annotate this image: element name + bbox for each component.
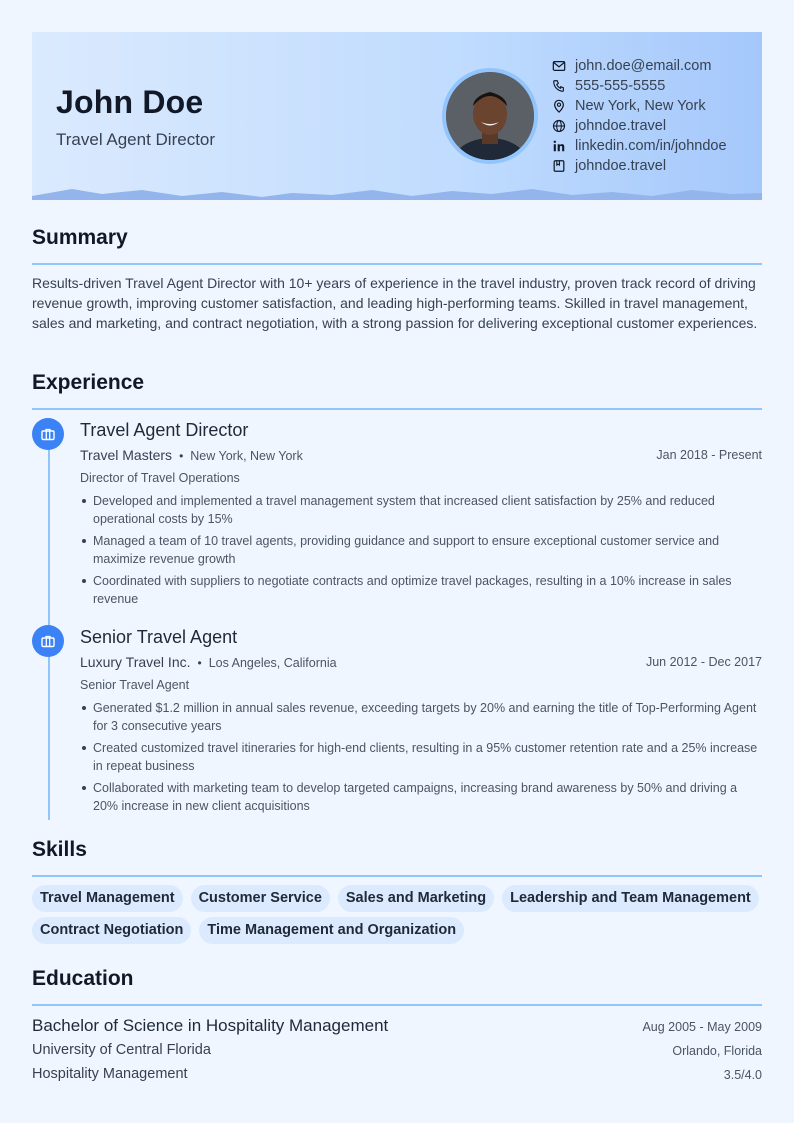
skill-chip: Travel Management — [32, 885, 183, 912]
achievement-item: Coordinated with suppliers to negotiate contracts and optimize travel packages, resulting in a 10% increase in sales revenue — [80, 572, 762, 608]
contact-website[interactable] — [552, 116, 727, 136]
mail-icon — [552, 59, 566, 73]
job-role: Senior Travel Agent — [80, 678, 190, 692]
summary-heading: Summary — [32, 226, 128, 249]
job-company-line — [80, 654, 337, 670]
skills-list — [32, 885, 762, 949]
job-title: Travel Agent Director — [80, 420, 249, 440]
skills-divider — [32, 875, 762, 877]
education-dates: Aug 2005 - May 2009 — [642, 1020, 762, 1034]
contact-phone[interactable] — [552, 76, 727, 96]
contact-linkedin-text: linkedin.com/in/johndoe — [575, 138, 727, 154]
summary-text: Results-driven Travel Agent Director with 10+ years of experience in the travel industry, proven track record of driving revenue growth, improving customer satisfaction, and leading high-performing teams. Skilled in travel management, sales and marketing, and contract negotiation, with a strong passion for delivering exceptional customer experiences. — [32, 275, 758, 331]
contact-linkedin[interactable] — [552, 136, 727, 156]
skill-chip: Contract Negotiation — [32, 917, 191, 944]
contact-portfolio-text: johndoe.travel — [575, 158, 667, 174]
education-heading: Education — [32, 967, 134, 990]
achievement-item: Created customized travel itineraries for high-end clients, resulting in a 95% customer retention rate and a 25% increase in repeat business — [80, 739, 762, 775]
achievement-item: Generated $1.2 million in annual sales revenue, exceeding targets by 20% and earning the title of Top-Performing Agent for 3 consecutive years — [80, 699, 762, 735]
achievement-item: Developed and implemented a travel management system that increased client satisfaction by 25% and reduced operational costs by 15% — [80, 492, 762, 528]
job-company: Luxury Travel Inc. — [80, 654, 191, 670]
education-divider — [32, 1004, 762, 1006]
contact-list — [552, 56, 727, 176]
contact-email-text: john.doe@email.com — [575, 58, 712, 74]
job-achievements — [80, 699, 762, 819]
skills-row — [32, 917, 762, 944]
profile-photo — [446, 72, 534, 160]
avatar — [442, 68, 538, 164]
phone-icon — [552, 79, 566, 93]
skills-heading: Skills — [32, 838, 87, 861]
achievement-item: Collaborated with marketing team to develop targeted campaigns, increasing brand awareness by 50% and driving a 20% increase in new client acquisitions — [80, 779, 762, 815]
education-field: Hospitality Management — [32, 1066, 188, 1082]
education-school-row — [32, 1042, 762, 1066]
linkedin-icon — [552, 139, 566, 153]
summary-divider — [32, 263, 762, 265]
job-title: Senior Travel Agent — [80, 627, 238, 647]
globe-icon — [552, 119, 566, 133]
contact-website-text: johndoe.travel — [575, 118, 667, 134]
skill-chip: Sales and Marketing — [338, 885, 494, 912]
candidate-name: John Doe — [56, 84, 204, 120]
education-school: University of Central Florida — [32, 1042, 211, 1058]
job-location: New York, New York — [190, 449, 303, 463]
job-location: Los Angeles, California — [208, 656, 337, 670]
skill-chip: Leadership and Team Management — [502, 885, 759, 912]
job-dates: Jan 2018 - Present — [656, 448, 762, 462]
candidate-title: Travel Agent Director — [56, 130, 216, 149]
job-icon-badge — [32, 418, 64, 450]
separator-dot: • — [197, 656, 202, 670]
job-icon-badge — [32, 625, 64, 657]
separator-dot: • — [179, 449, 184, 463]
education-degree: Bachelor of Science in Hospitality Management — [32, 1016, 389, 1035]
contact-location — [552, 96, 727, 116]
contact-phone-text: 555-555-5555 — [575, 78, 666, 94]
job-achievements — [80, 492, 762, 612]
job-dates: Jun 2012 - Dec 2017 — [645, 655, 762, 669]
skills-row — [32, 885, 762, 912]
contact-portfolio[interactable] — [552, 156, 727, 176]
achievement-item: Managed a team of 10 travel agents, providing guidance and support to ensure exceptional customer service and maximize revenue growth — [80, 532, 762, 568]
resume-header — [32, 32, 762, 200]
job-company-line — [80, 447, 303, 463]
bookmark-icon — [552, 159, 566, 173]
education-entry — [32, 1016, 762, 1090]
education-field-row — [32, 1066, 762, 1090]
mountain-decoration — [32, 184, 762, 200]
contact-location-text: New York, New York — [575, 98, 706, 114]
skill-chip: Time Management and Organization — [199, 917, 464, 944]
job-role: Director of Travel Operations — [80, 471, 240, 485]
location-pin-icon — [552, 99, 566, 113]
briefcase-icon — [40, 633, 56, 649]
contact-email[interactable] — [552, 56, 727, 76]
job-company: Travel Masters — [80, 447, 173, 463]
education-gpa: 3.5/4.0 — [723, 1068, 762, 1082]
education-degree-row — [32, 1016, 762, 1042]
experience-divider — [32, 408, 762, 410]
briefcase-icon — [40, 426, 56, 442]
experience-heading: Experience — [32, 371, 145, 394]
skill-chip: Customer Service — [191, 885, 330, 912]
education-location: Orlando, Florida — [672, 1044, 762, 1058]
